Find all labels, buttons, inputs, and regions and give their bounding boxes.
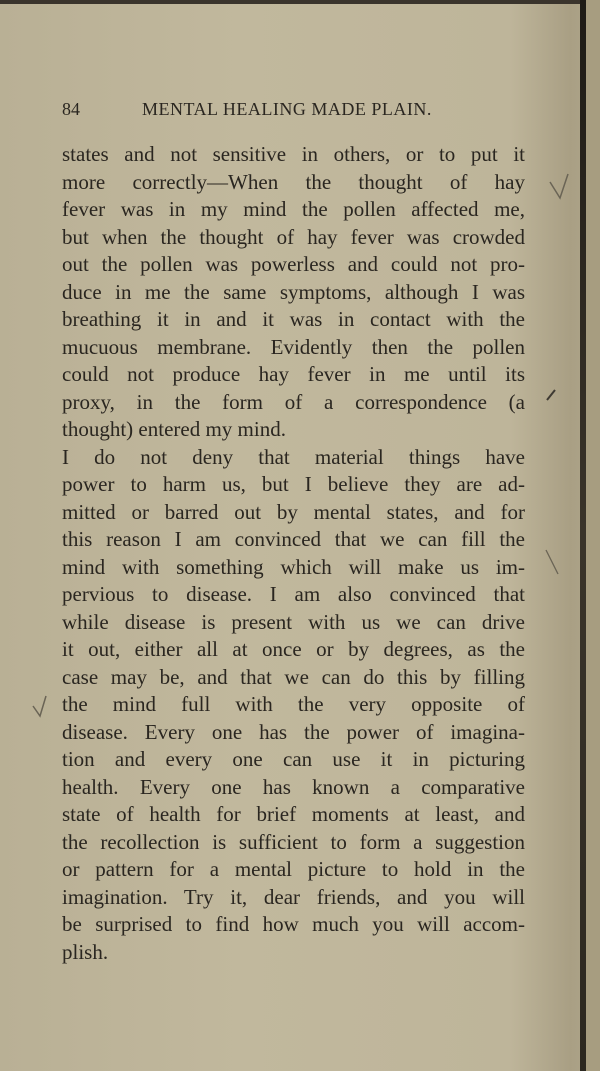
pencil-tick-mark-icon [545, 388, 559, 404]
text-line: the mind full with the very opposite of [62, 692, 525, 716]
text-line: or pattern for a mental picture to hold in the [62, 857, 525, 881]
text-line: state of health for brief moments at least, and [62, 802, 525, 826]
text-line: I do not deny that material things have [62, 444, 525, 469]
text-line: could not produce hay fever in me until its [62, 362, 525, 386]
text-line: mucuous membrane. Evidently then the pollen [62, 334, 525, 359]
running-header [62, 99, 525, 123]
text-line: the recollection is sufficient to form a suggestion [62, 829, 525, 854]
text-line: pervious to disease. I am also convinced that [62, 582, 525, 606]
text-line: out the pollen was powerless and could not pro- [62, 252, 525, 276]
text-line: this reason I am convinced that we can fill the [62, 527, 525, 551]
pencil-check-mark-icon [30, 692, 52, 720]
text-line: while disease is present with us we can drive [62, 609, 525, 634]
text-line: duce in me the same symptoms, although I was [62, 279, 525, 304]
text-line: plish. [62, 939, 109, 964]
text-line: be surprised to find how much you will accom- [62, 912, 525, 936]
text-line: but when the thought of hay fever was crowded [62, 224, 525, 249]
page-number: 84 [62, 99, 80, 119]
text-line: it out, either all at once or by degrees, as the [62, 637, 525, 661]
page-edge [586, 0, 600, 1071]
page-top-border [0, 0, 600, 4]
text-line: health. Every one has known a comparative [62, 774, 525, 799]
book-spine-shadow [580, 0, 586, 1071]
pencil-slash-mark-icon [543, 548, 563, 578]
text-line: fever was in my mind the pollen affected me, [62, 197, 525, 221]
text-line: tion and every one can use it in picturing [62, 747, 525, 771]
text-line: power to harm us, but I believe they are ad- [62, 472, 525, 496]
page-body-text [62, 141, 525, 966]
text-line: states and not sensitive in others, or to put it [62, 142, 525, 166]
text-line: proxy, in the form of a correspondence (a [62, 389, 525, 414]
text-line: disease. Every one has the power of imagina- [62, 719, 525, 744]
text-line: imagination. Try it, dear friends, and you will [62, 884, 525, 909]
text-line: mitted or barred out by mental states, and for [62, 499, 525, 524]
running-title: MENTAL HEALING MADE PLAIN. [142, 99, 432, 119]
pencil-check-mark-icon [548, 172, 574, 202]
text-line: thought) entered my mind. [62, 417, 286, 441]
text-line: breathing it in and it was in contact with the [62, 307, 525, 331]
text-line: mind with something which will make us im- [62, 554, 525, 579]
text-line: case may be, and that we can do this by filling [62, 664, 525, 689]
text-line: more correctly—When the thought of hay [62, 169, 525, 194]
